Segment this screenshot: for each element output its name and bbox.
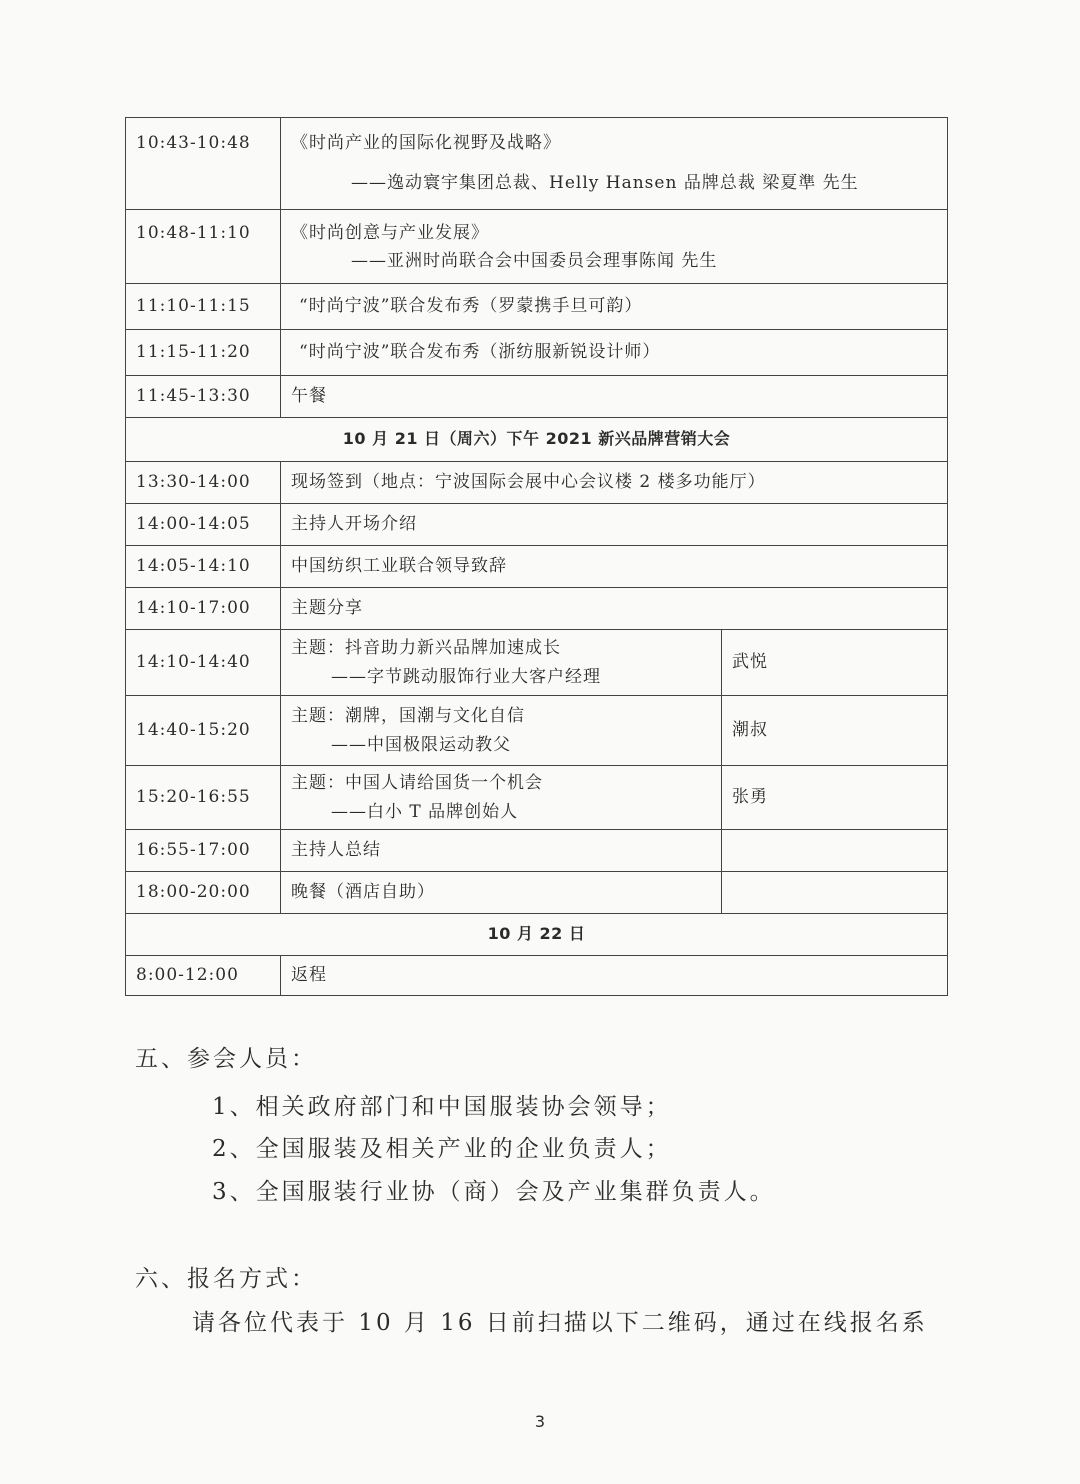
time-cell: 8:00-12:00 (126, 956, 281, 996)
topic-cell (281, 630, 722, 696)
time-cell: 11:15-11:20 (126, 330, 281, 376)
content-cell: “时尚宁波”联合发布秀（罗蒙携手旦可韵） (281, 284, 948, 330)
talk-speaker: ——逸动寰宇集团总裁、Helly Hansen 品牌总裁 梁夏準 先生 (351, 173, 859, 194)
content-cell: 返程 (281, 956, 948, 996)
content-cell: 现场签到（地点：宁波国际会展中心会议楼 2 楼多功能厅） (281, 462, 948, 504)
table-row (126, 872, 948, 914)
time-cell: 14:10-14:40 (126, 630, 281, 696)
section6-title: 六、报名方式： (135, 1266, 317, 1292)
table-row (126, 630, 948, 696)
table-section-header (126, 418, 948, 462)
topic-speaker-role: ——白小 T 品牌创始人 (331, 801, 519, 822)
speaker-cell (722, 872, 948, 914)
content-cell: 主持人开场介绍 (281, 504, 948, 546)
talk-speaker: ——亚洲时尚联合会中国委员会理事陈闻 先生 (351, 251, 718, 272)
table-row (126, 118, 948, 210)
table-row (126, 830, 948, 872)
table-row (126, 210, 948, 284)
table-section-header (126, 914, 948, 956)
table-row (126, 504, 948, 546)
time-cell: 18:00-20:00 (126, 872, 281, 914)
speaker-cell: 潮叔 (722, 696, 948, 766)
topic-cell: 晚餐（酒店自助） (281, 872, 722, 914)
content-cell: 主题分享 (281, 588, 948, 630)
speaker-cell: 武悦 (722, 630, 948, 696)
section5-title: 五、参会人员： (135, 1046, 317, 1072)
page-number: 3 (534, 1412, 546, 1431)
table-row (126, 376, 948, 418)
section5-item: 3、全国服装行业协（商）会及产业集群负责人。 (212, 1179, 776, 1205)
time-cell: 11:45-13:30 (126, 376, 281, 418)
table-row (126, 696, 948, 766)
time-cell: 14:05-14:10 (126, 546, 281, 588)
content-cell (281, 118, 948, 210)
topic-cell (281, 696, 722, 766)
time-cell: 11:10-11:15 (126, 284, 281, 330)
topic-cell: 主持人总结 (281, 830, 722, 872)
table-row (126, 766, 948, 830)
talk-title: 《时尚创意与产业发展》 (291, 223, 489, 243)
topic-title: 主题：抖音助力新兴品牌加速成长 (291, 638, 561, 659)
afternoon-header: 10 月 21 日（周六）下午 2021 新兴品牌营销大会 (126, 418, 948, 462)
time-cell: 10:48-11:10 (126, 210, 281, 284)
content-cell (281, 210, 948, 284)
topic-speaker-role: ——字节跳动服饰行业大客户经理 (331, 666, 601, 687)
content-cell: 中国纺织工业联合领导致辞 (281, 546, 948, 588)
table-row (126, 588, 948, 630)
time-cell: 10:43-10:48 (126, 118, 281, 210)
topic-cell (281, 766, 722, 830)
schedule-table (125, 117, 948, 996)
content-cell: “时尚宁波”联合发布秀（浙纺服新锐设计师） (281, 330, 948, 376)
day-22-header: 10 月 22 日 (126, 914, 948, 956)
table-row (126, 956, 948, 996)
table-row (126, 330, 948, 376)
section5-item: 2、全国服装及相关产业的企业负责人； (212, 1136, 672, 1162)
section6-paragraph: 请各位代表于 10 月 16 日前扫描以下二维码，通过在线报名系 (192, 1310, 928, 1336)
time-cell: 15:20-16:55 (126, 766, 281, 830)
speaker-cell: 张勇 (722, 766, 948, 830)
table-row (126, 284, 948, 330)
talk-title: 《时尚产业的国际化视野及战略》 (291, 133, 561, 153)
section5-item: 1、相关政府部门和中国服装协会领导； (212, 1094, 672, 1120)
table-row (126, 462, 948, 504)
time-cell: 14:40-15:20 (126, 696, 281, 766)
table-row (126, 546, 948, 588)
time-cell: 16:55-17:00 (126, 830, 281, 872)
content-cell: 午餐 (281, 376, 948, 418)
speaker-cell (722, 830, 948, 872)
time-cell: 14:00-14:05 (126, 504, 281, 546)
time-cell: 14:10-17:00 (126, 588, 281, 630)
topic-title: 主题：中国人请给国货一个机会 (291, 773, 543, 794)
time-cell: 13:30-14:00 (126, 462, 281, 504)
topic-title: 主题：潮牌，国潮与文化自信 (291, 706, 525, 727)
topic-speaker-role: ——中国极限运动教父 (331, 734, 511, 755)
